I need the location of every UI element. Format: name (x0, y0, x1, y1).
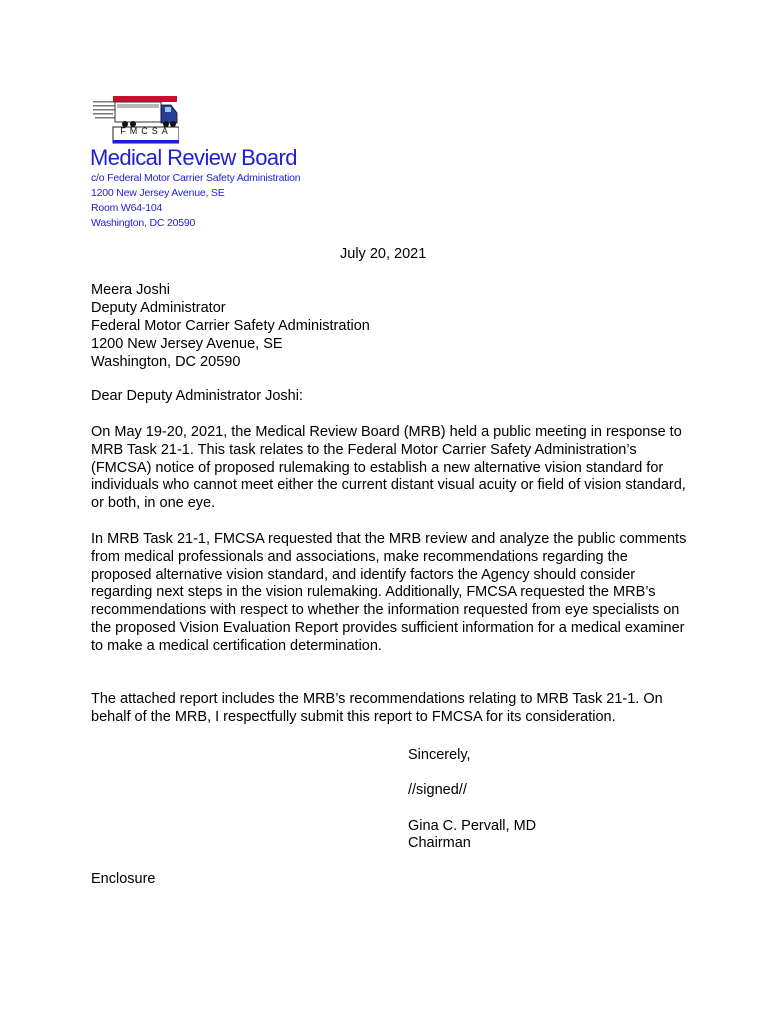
body-paragraph: The attached report includes the MRB’s recommendations relating to MRB Task 21-1. On behalf of the MRB, I respectfully submit this report to FMCSA for its consideration. (91, 691, 663, 725)
enclosure-note: Enclosure (91, 871, 156, 887)
letterhead-address-line: Room W64-104 (91, 202, 163, 214)
salutation: Dear Deputy Administrator Joshi: (91, 388, 303, 404)
recipient-address (91, 281, 370, 371)
signer-title: Chairman (408, 835, 471, 851)
letterhead-address-line: Washington, DC 20590 (91, 217, 196, 229)
valediction: Sincerely, (408, 747, 471, 763)
recipient-line: 1200 New Jersey Avenue, SE (91, 336, 283, 352)
recipient-line: Federal Motor Carrier Safety Administration (91, 318, 370, 334)
letterhead-address (91, 171, 300, 231)
letterhead-address-line: c/o Federal Motor Carrier Safety Administration (91, 172, 301, 184)
letterhead-address-line: 1200 New Jersey Avenue, SE (91, 187, 225, 199)
recipient-line: Meera Joshi (91, 282, 170, 298)
signature: //signed// (408, 782, 467, 798)
recipient-line: Washington, DC 20590 (91, 354, 241, 370)
letter-date: July 20, 2021 (340, 246, 427, 262)
body-paragraph: On May 19-20, 2021, the Medical Review Board (MRB) held a public meeting in response to MRB Task 21-1. This task relates to the Federal Motor Carrier Safety Administration’s (FMCSA) notice of proposed rulemaking to establish a new alternative vision standard for individuals who cannot meet either the current distant visual acuity or field of vision standard, or both, in one eye. (91, 424, 686, 512)
fmcsa-logo-text: FMCSA (120, 126, 172, 136)
signer-name: Gina C. Pervall, MD (408, 818, 537, 834)
fmcsa-logo (93, 95, 179, 145)
organization-title: Medical Review Board (90, 145, 297, 170)
recipient-line: Deputy Administrator (91, 300, 226, 316)
body-paragraph: In MRB Task 21-1, FMCSA requested that the MRB review and analyze the public comments from medical professionals and associations, make recommendations regarding the proposed alternative vision standard, and identify factors the Agency should consider regarding next steps in the vision rulemaking. Additionally, FMCSA requested the MRB’s recommendations with respect to whether the information requested from eye specialists on the proposed Vision Evaluation Report provides sufficient information for a medical examiner to make a medical certification determination. (91, 531, 687, 654)
